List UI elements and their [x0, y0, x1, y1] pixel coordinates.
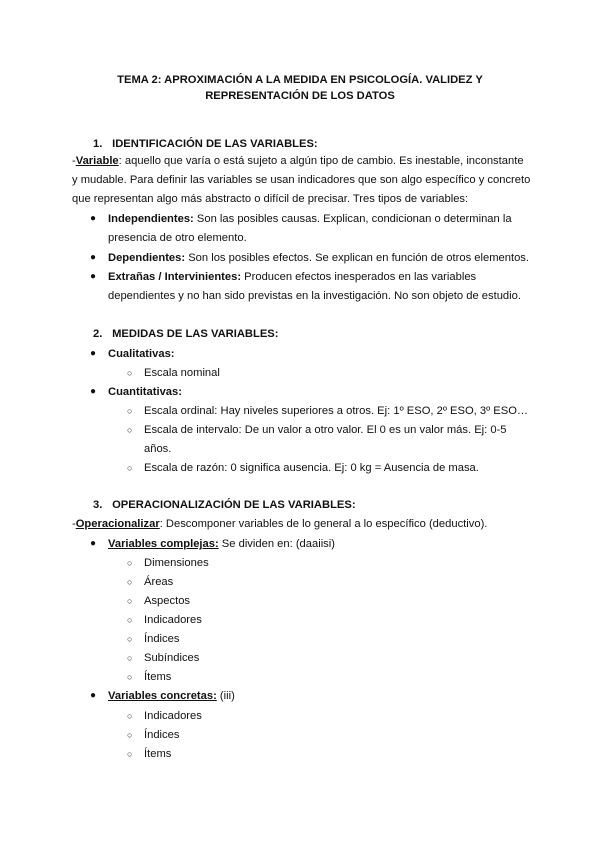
list-subitem-nominal: ○ Escala nominal	[144, 364, 532, 382]
variable-term: Variable	[75, 155, 119, 167]
list-item-independientes: ● Independientes: Son las posibles causas. Explican, condicionan o determinan la presencia de otro elemento.	[108, 210, 532, 247]
list-subitem: ○ Dimensiones	[144, 554, 532, 572]
list-item-complejas: ● Variables complejas: Se dividen en: (daaiisi)	[108, 535, 532, 553]
section-3-heading: 3. OPERACIONALIZACIÓN DE LAS VARIABLES:	[93, 499, 356, 511]
list-subitem-intervalo: ○ Escala de intervalo: De un valor a otro valor. El 0 es un valor más. Ej: 0-5 años.	[144, 421, 532, 458]
section-1-heading: 1. IDENTIFICACIÓN DE LAS VARIABLES:	[93, 138, 318, 150]
list-subitem: ○ Indicadores	[144, 611, 532, 629]
bullet-icon: ●	[90, 348, 97, 359]
circle-bullet-icon: ○	[127, 711, 133, 721]
list-item-dependientes: ● Dependientes: Son los posibles efectos. Se explican en función de otros elementos.	[108, 249, 532, 267]
list-subitem: ○ Índices	[144, 630, 532, 648]
list-subitem: ○ Indicadores	[144, 707, 532, 725]
section-2-heading: 2. MEDIDAS DE LAS VARIABLES:	[93, 328, 279, 340]
operacionalizar-definition: -Operacionalizar: Descomponer variables de lo general a lo específico (deductivo).	[72, 518, 488, 530]
list-subitem: ○ Áreas	[144, 573, 532, 591]
list-subitem: ○ Subíndices	[144, 649, 532, 667]
bullet-icon: ●	[90, 538, 97, 549]
list-item-concretas: ● Variables concretas: (iii)	[108, 687, 532, 705]
document-title-line1: TEMA 2: APROXIMACIÓN A LA MEDIDA EN PSICOLOGÍA. VALIDEZ Y	[117, 74, 483, 86]
list-subitem: ○ Ítems	[144, 745, 532, 763]
circle-bullet-icon: ○	[127, 653, 133, 663]
list-subitem-ordinal: ○ Escala ordinal: Hay niveles superiores a otros. Ej: 1º ESO, 2º ESO, 3º ESO…	[144, 402, 532, 420]
operacionalizar-term: Operacionalizar	[75, 518, 160, 530]
bullet-icon: ●	[90, 386, 97, 397]
bullet-icon: ●	[90, 690, 97, 701]
list-subitem: ○ Ítems	[144, 668, 532, 686]
variable-definition: -Variable: aquello que varía o está sujeto a algún tipo de cambio. Es inestable, inconstante y mudable. Para definir las variables se usan indicadores que son algo específico y concreto que representan algo más abstracto o difícil de precisar. Tres tipos de variables:	[72, 155, 531, 205]
circle-bullet-icon: ○	[127, 463, 133, 473]
circle-bullet-icon: ○	[127, 672, 133, 682]
list-subitem: ○ Aspectos	[144, 592, 532, 610]
circle-bullet-icon: ○	[127, 634, 133, 644]
list-subitem: ○ Índices	[144, 726, 532, 744]
list-item-extranas: ● Extrañas / Intervinientes: Producen efectos inesperados en las variables dependientes y no han sido previstas en la investigación. No son objeto de estudio.	[108, 268, 532, 305]
circle-bullet-icon: ○	[127, 596, 133, 606]
bullet-icon: ●	[90, 213, 97, 224]
circle-bullet-icon: ○	[127, 368, 133, 378]
circle-bullet-icon: ○	[127, 425, 133, 435]
circle-bullet-icon: ○	[127, 615, 133, 625]
circle-bullet-icon: ○	[127, 749, 133, 759]
list-item-cuantitativas: ● Cuantitativas:	[108, 383, 532, 401]
circle-bullet-icon: ○	[127, 577, 133, 587]
bullet-icon: ●	[90, 252, 97, 263]
list-subitem-razon: ○ Escala de razón: 0 significa ausencia. Ej: 0 kg = Ausencia de masa.	[144, 459, 532, 477]
document-title-line2: REPRESENTACIÓN DE LOS DATOS	[205, 90, 395, 102]
circle-bullet-icon: ○	[127, 558, 133, 568]
circle-bullet-icon: ○	[127, 406, 133, 416]
circle-bullet-icon: ○	[127, 730, 133, 740]
list-item-cualitativas: ● Cualitativas:	[108, 345, 532, 363]
bullet-icon: ●	[90, 271, 97, 282]
